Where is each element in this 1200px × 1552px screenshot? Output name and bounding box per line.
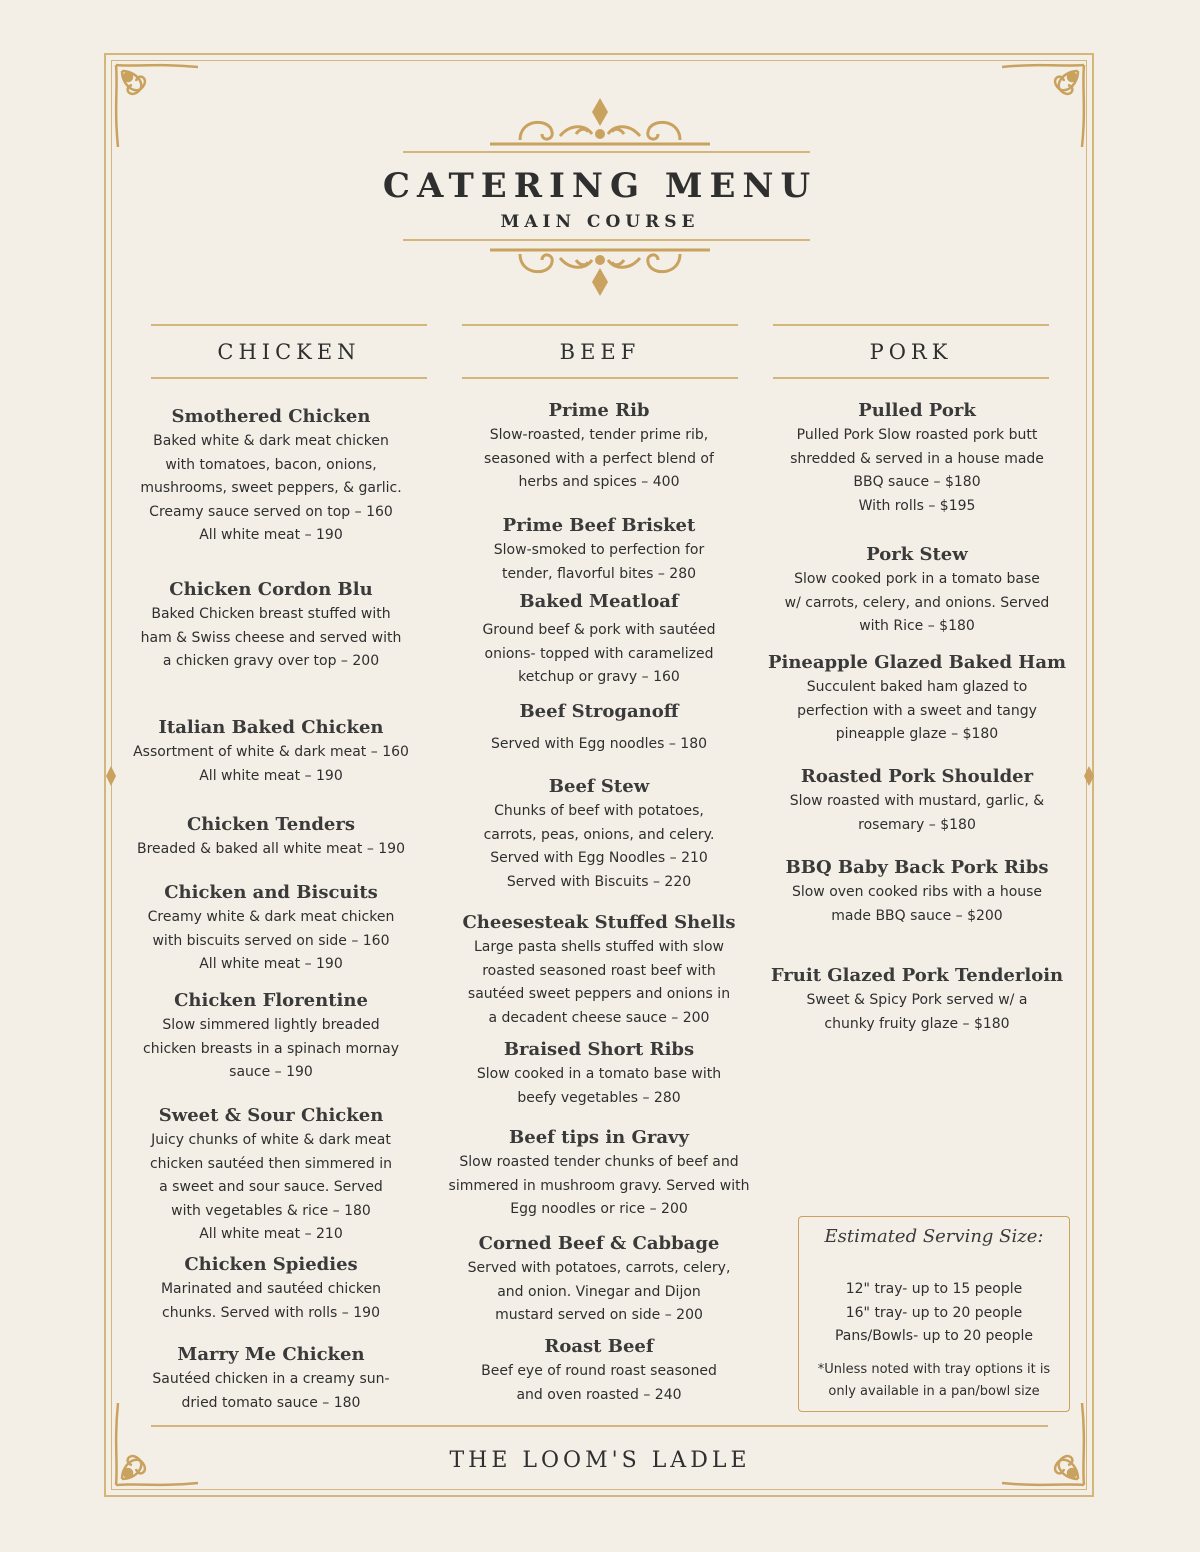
footer-brand: THE LOOM'S LADLE [449,1448,751,1473]
serving-size-line: 12" tray- up to 15 people [845,1281,1023,1297]
menu-item-description: beefy vegetables – 280 [517,1089,681,1106]
menu-item [414,1125,784,1222]
menu-item-description: Served with potatoes, carrots, celery, [467,1260,731,1276]
menu-item [747,963,1087,1036]
footer-rule [151,1425,1048,1427]
menu-item-description: chicken breasts in a spinach mornay [143,1040,399,1057]
menu-item-name: Fruit Glazed Pork Tenderloin [770,965,1064,986]
menu-item-description: Large pasta shells stuffed with slow [473,939,725,955]
column-heading-pork: PORK [869,340,953,364]
menu-item-description: Served with Egg Noodles – 210 [490,850,708,866]
menu-item [747,764,1087,837]
menu-item [747,855,1087,928]
menu-item-description: chicken sautéed then simmered in [149,1155,393,1172]
col-rule-pork-bottom [773,377,1049,379]
menu-item [414,699,784,757]
serving-size-title: Estimated Serving Size: [824,1226,1044,1247]
col-rule-beef-bottom [462,377,738,379]
menu-item-description: Slow cooked in a tomato base with [476,1066,722,1082]
menu-item-description: pineapple glaze – $180 [835,726,999,742]
menu-item-description: made BBQ sauce – $200 [831,907,1003,924]
menu-item [101,880,441,977]
menu-item-description: w/ carrots, celery, and onions. Served [784,594,1050,611]
menu-item [101,988,441,1085]
menu-item-description: All white meat – 190 [199,767,343,784]
menu-item [101,1342,441,1415]
menu-item-description: BBQ sauce – $180 [853,474,981,490]
flourish-ornament-bottom [480,244,720,298]
menu-item-name: Beef tips in Gravy [509,1127,689,1148]
menu-item-description: and onion. Vinegar and Dijon [497,1283,701,1300]
menu-item-description: sauce – 190 [229,1064,313,1080]
menu-item-description: All white meat – 190 [199,956,343,972]
corner-ornament-top-right [992,57,1092,157]
menu-item-description: Ground beef & pork with sautéed [482,622,716,638]
col-rule-chicken-bottom [151,377,427,379]
menu-item-name: Marry Me Chicken [177,1344,365,1365]
col-rule-pork-top [773,324,1049,326]
menu-item-name: Prime Beef Brisket [502,515,696,536]
flourish-ornament-top [480,96,720,150]
menu-item [414,774,784,894]
menu-item-name: Italian Baked Chicken [158,717,384,738]
page-title: CATERING MENU [382,166,818,206]
menu-item-name: Pulled Pork [858,400,976,421]
menu-item-description: rosemary – $180 [858,816,976,833]
menu-item-description: with vegetables & rice – 180 [171,1202,371,1219]
menu-item-name: Beef Stew [548,776,650,797]
menu-item-description: Slow cooked pork in a tomato base [794,571,1040,587]
menu-item-description: perfection with a sweet and tangy [797,702,1037,719]
menu-item [747,398,1087,518]
menu-item-description: Juicy chunks of white & dark meat [151,1132,391,1148]
menu-item-description: and oven roasted – 240 [516,1386,682,1403]
menu-item-description: Breaded & baked all white meat – 190 [137,841,405,857]
menu-item-description: seasoned with a perfect blend of [484,450,714,467]
menu-item-description: All white meat – 210 [199,1226,343,1242]
menu-item-description: All white meat – 190 [199,527,343,543]
menu-item-description: Slow roasted with mustard, garlic, & [789,793,1045,809]
menu-item-description: Slow oven cooked ribs with a house [791,884,1043,900]
menu-item-description: a chicken gravy over top – 200 [162,653,380,669]
menu-item-name: Baked Meatloaf [519,591,679,612]
column-heading-chicken: CHICKEN [217,340,361,364]
menu-item-description: mushrooms, sweet peppers, & garlic. [140,480,402,496]
menu-item-description: Creamy white & dark meat chicken [147,909,395,925]
menu-item-name: Chicken Florentine [174,990,368,1011]
column-heading-beef: BEEF [559,340,641,364]
menu-item-description: Slow simmered lightly breaded [162,1017,380,1033]
menu-item-description: simmered in mushroom gravy. Served with [448,1177,750,1194]
menu-item [101,404,441,548]
menu-item-name: Roasted Pork Shoulder [800,766,1034,787]
menu-item [747,650,1087,747]
menu-item-name: Chicken Tenders [186,814,355,835]
menu-item-name: Pork Stew [866,544,968,565]
menu-item-description: chunky fruity glaze – $180 [824,1015,1010,1032]
menu-item-description: Creamy sauce served on top – 160 [149,503,393,520]
menu-item-name: Sweet & Sour Chicken [158,1105,384,1126]
menu-item [101,577,441,674]
menu-item-description: With rolls – $195 [858,497,976,514]
menu-item [101,1103,441,1247]
page-subtitle: MAIN COURSE [500,212,700,232]
menu-item-description: roasted seasoned roast beef with [482,962,716,979]
menu-item-description: with Rice – $180 [859,618,975,634]
serving-size-note: only available in a pan/bowl size [828,1384,1040,1399]
menu-item-description: Slow-smoked to perfection for [493,542,705,558]
menu-item-description: Beef eye of round roast seasoned [481,1363,717,1379]
menu-item-description: Sweet & Spicy Pork served w/ a [806,992,1028,1008]
menu-item-description: herbs and spices – 400 [518,474,680,490]
serving-size-line: Pans/Bowls- up to 20 people [834,1328,1034,1344]
menu-item-description: shredded & served in a house made [790,450,1044,467]
menu-item-name: Braised Short Ribs [503,1039,695,1060]
col-rule-chicken-top [151,324,427,326]
menu-item-description: tender, flavorful bites – 280 [501,565,697,582]
menu-item-name: Cheesesteak Stuffed Shells [462,912,736,933]
menu-item-description: Sautéed chicken in a creamy sun- [152,1371,390,1387]
menu-item-description: sautéed sweet peppers and onions in [467,986,731,1002]
menu-item-name: Corned Beef & Cabbage [478,1233,720,1254]
menu-item-description: onions- topped with caramelized [484,645,714,662]
title-rule-top [403,151,810,153]
menu-item-description: carrots, peas, onions, and celery. [483,826,715,843]
menu-item-description: Served with Egg noodles – 180 [490,736,708,752]
menu-item-description: Pulled Pork Slow roasted pork butt [796,427,1038,443]
menu-item-name: Chicken Spiedies [184,1254,358,1275]
menu-item [747,542,1087,639]
menu-item [101,812,441,862]
menu-item-description: dried tomato sauce – 180 [181,1394,361,1411]
menu-item-name: BBQ Baby Back Pork Ribs [785,857,1049,878]
menu-item-description: Marinated and sautéed chicken [160,1281,382,1297]
menu-item-name: Roast Beef [544,1336,654,1357]
menu-item [414,398,784,495]
col-rule-beef-top [462,324,738,326]
menu-item-description: ketchup or gravy – 160 [518,669,680,685]
menu-item [414,1231,784,1328]
menu-item-description: a decadent cheese sauce – 200 [488,1009,710,1026]
menu-item [414,589,784,690]
menu-item [414,513,784,586]
menu-item [414,910,784,1030]
menu-item-description: Succulent baked ham glazed to [806,679,1028,695]
menu-item-description: mustard served on side – 200 [495,1307,703,1323]
menu-item-name: Chicken Cordon Blu [169,579,373,600]
menu-item-description: Baked white & dark meat chicken [153,433,389,449]
menu-item-description: Slow-roasted, tender prime rib, [489,427,709,443]
menu-item-name: Prime Rib [548,400,650,421]
corner-ornament-top-left [108,57,208,157]
menu-item-name: Pineapple Glazed Baked Ham [767,652,1067,673]
menu-item-description: chunks. Served with rolls – 190 [162,1304,380,1321]
serving-size-line: 16" tray- up to 20 people [845,1305,1023,1321]
menu-item-description: Baked Chicken breast stuffed with [151,606,391,622]
menu-item-description: a sweet and sour sauce. Served [159,1179,383,1195]
menu-item-description: Assortment of white & dark meat – 160 [133,744,409,760]
menu-item [414,1037,784,1110]
menu-item-description: with biscuits served on side – 160 [152,932,390,949]
menu-item-name: Smothered Chicken [171,406,371,427]
menu-item-description: with tomatoes, bacon, onions, [165,456,377,473]
menu-item-description: Chunks of beef with potatoes, [494,803,704,819]
menu-item-description: Slow roasted tender chunks of beef and [459,1154,739,1170]
serving-size-note: *Unless noted with tray options it is [817,1362,1051,1377]
menu-item-description: Served with Biscuits – 220 [506,873,692,890]
menu-item-description: ham & Swiss cheese and served with [140,629,402,646]
title-rule-bottom [403,239,810,241]
menu-item-name: Chicken and Biscuits [164,882,378,903]
menu-item [101,1252,441,1325]
menu-item-name: Beef Stroganoff [519,701,679,722]
menu-item [414,1334,784,1407]
menu-item-description: Egg noodles or rice – 200 [510,1201,688,1217]
menu-item [101,715,441,788]
